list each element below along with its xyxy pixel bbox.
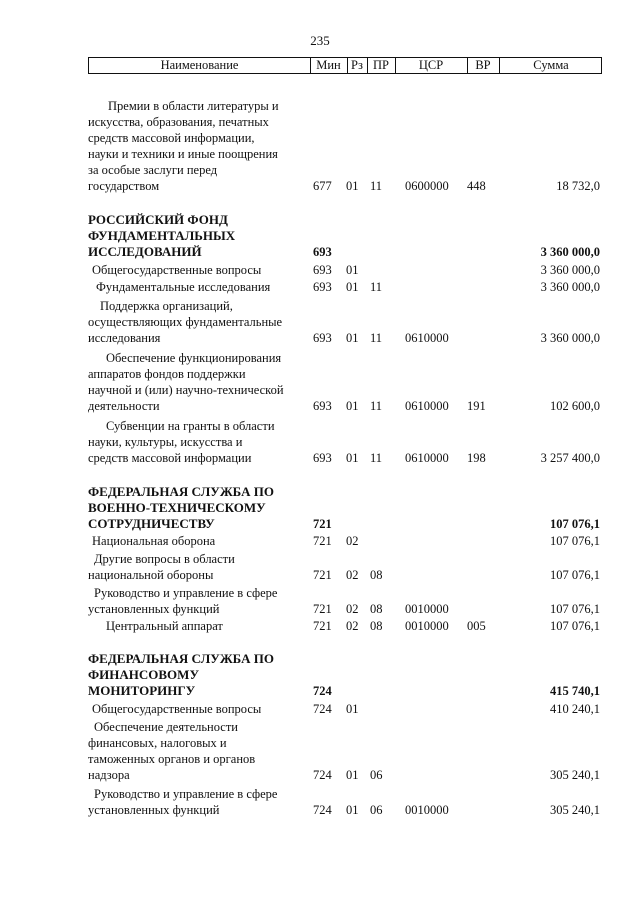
row-name: ФЕДЕРАЛЬНАЯ СЛУЖБА ПО ВОЕННО-ТЕХНИЧЕСКОМУ СОТРУДНИЧЕСТВУ — [88, 484, 274, 531]
row-rz: 01 — [346, 399, 359, 413]
row-pr: 11 — [370, 399, 383, 413]
header-vr: ВР — [475, 58, 491, 72]
row-sum: 107 076,1 — [550, 602, 600, 616]
row-csr: 0010000 — [405, 803, 449, 817]
row-rz: 02 — [346, 619, 359, 633]
row-csr: 0010000 — [405, 602, 449, 616]
table-row — [0, 212, 640, 260]
row-name: Субвенции на гранты в области науки, культуры, искусства и средств массовой информации — [88, 419, 275, 465]
header-csr: ЦСР — [418, 58, 444, 72]
row-rz: 01 — [346, 768, 359, 782]
row-min: 693 — [313, 451, 332, 465]
row-rz: 02 — [346, 602, 359, 616]
row-csr: 0010000 — [405, 619, 449, 633]
row-rz: 01 — [346, 179, 359, 193]
row-pr: 08 — [370, 602, 383, 616]
table-row — [0, 484, 640, 532]
table-row — [0, 98, 640, 194]
table-row — [0, 585, 640, 617]
row-pr: 11 — [370, 280, 383, 294]
table-row — [0, 262, 640, 278]
table-row — [0, 701, 640, 717]
row-min: 724 — [313, 684, 332, 698]
row-sum: 107 076,1 — [550, 619, 600, 633]
row-min: 721 — [313, 568, 332, 582]
table-row — [0, 533, 640, 549]
row-min: 693 — [313, 399, 332, 413]
row-name: РОССИЙСКИЙ ФОНД ФУНДАМЕНТАЛЬНЫХ ИССЛЕДОВАНИЙ — [88, 212, 236, 259]
row-rz: 01 — [346, 331, 359, 345]
header-rz: Рз — [351, 58, 363, 72]
table-row — [0, 618, 640, 634]
row-min: 724 — [313, 768, 332, 782]
row-rz: 01 — [346, 280, 359, 294]
table-header — [88, 57, 602, 74]
row-pr: 11 — [370, 331, 383, 345]
row-vr: 198 — [467, 451, 486, 465]
row-name: Поддержка организаций, осуществляющих фундаментальные исследования — [88, 299, 283, 345]
row-sum: 3 360 000,0 — [540, 280, 600, 294]
row-sum: 107 076,1 — [550, 534, 600, 548]
row-min: 693 — [313, 280, 332, 294]
row-rz: 01 — [346, 803, 359, 817]
row-csr: 0610000 — [405, 451, 449, 465]
row-name: Обеспечение деятельности финансовых, налоговых и таможенных органов и органов надзора — [88, 720, 256, 782]
page-number: 235 — [310, 33, 330, 48]
row-min: 677 — [313, 179, 332, 193]
row-vr: 448 — [467, 179, 486, 193]
row-min: 721 — [313, 619, 332, 633]
header-min: Мин — [316, 58, 341, 72]
row-vr: 191 — [467, 399, 486, 413]
row-pr: 11 — [370, 451, 383, 465]
table-row — [0, 279, 640, 295]
row-sum: 415 740,1 — [550, 684, 600, 698]
row-min: 693 — [313, 331, 332, 345]
table-row — [0, 551, 640, 583]
row-csr: 0600000 — [405, 179, 449, 193]
row-rz: 01 — [346, 702, 359, 716]
row-pr: 06 — [370, 768, 383, 782]
header-name: Наименование — [160, 58, 239, 72]
row-sum: 102 600,0 — [550, 399, 600, 413]
row-sum: 3 360 000,0 — [540, 245, 600, 259]
table-row — [0, 298, 640, 346]
row-csr: 0610000 — [405, 331, 449, 345]
row-min: 693 — [313, 263, 332, 277]
row-pr: 06 — [370, 803, 383, 817]
row-sum: 305 240,1 — [550, 768, 600, 782]
table-row — [0, 350, 640, 414]
row-min: 721 — [313, 602, 332, 616]
row-min: 724 — [313, 702, 332, 716]
header-sum: Сумма — [533, 58, 569, 72]
table-row — [0, 418, 640, 466]
row-name: Руководство и управление в сфере установленных функций — [88, 586, 278, 616]
table-row — [0, 786, 640, 818]
row-rz: 01 — [346, 263, 359, 277]
row-name: Центральный аппарат — [106, 619, 223, 633]
row-name: Обеспечение функционирования аппаратов фондов поддержки научной и (или) научно-технической деятельности — [88, 351, 284, 413]
row-rz: 02 — [346, 568, 359, 582]
row-csr: 0610000 — [405, 399, 449, 413]
row-min: 693 — [313, 245, 332, 259]
table-row — [0, 651, 640, 699]
row-pr: 08 — [370, 619, 383, 633]
row-name: Национальная оборона — [92, 534, 216, 548]
row-name: Общегосударственные вопросы — [92, 263, 262, 277]
header-pr: ПР — [373, 58, 389, 72]
row-sum: 3 257 400,0 — [540, 451, 600, 465]
row-name: Общегосударственные вопросы — [92, 702, 262, 716]
row-sum: 410 240,1 — [550, 702, 600, 716]
row-sum: 107 076,1 — [550, 568, 600, 582]
row-name: ФЕДЕРАЛЬНАЯ СЛУЖБА ПО ФИНАНСОВОМУ МОНИТОРИНГУ — [88, 651, 274, 698]
row-sum: 3 360 000,0 — [540, 263, 600, 277]
row-name: Руководство и управление в сфере установленных функций — [88, 787, 278, 817]
row-sum: 305 240,1 — [550, 803, 600, 817]
row-sum: 107 076,1 — [550, 517, 600, 531]
row-name: Фундаментальные исследования — [96, 280, 271, 294]
row-min: 721 — [313, 517, 332, 531]
row-vr: 005 — [467, 619, 486, 633]
row-name: Другие вопросы в области национальной обороны — [88, 552, 235, 582]
row-sum: 18 732,0 — [556, 179, 600, 193]
row-name: Премии в области литературы и искусства, образования, печатных средств массовой информации, науки и техники и иные поощрения за особые заслуги перед государством — [88, 99, 279, 193]
row-min: 724 — [313, 803, 332, 817]
row-pr: 11 — [370, 179, 383, 193]
row-rz: 02 — [346, 534, 359, 548]
row-min: 721 — [313, 534, 332, 548]
table-row — [0, 719, 640, 783]
row-rz: 01 — [346, 451, 359, 465]
row-sum: 3 360 000,0 — [540, 331, 600, 345]
row-pr: 08 — [370, 568, 383, 582]
